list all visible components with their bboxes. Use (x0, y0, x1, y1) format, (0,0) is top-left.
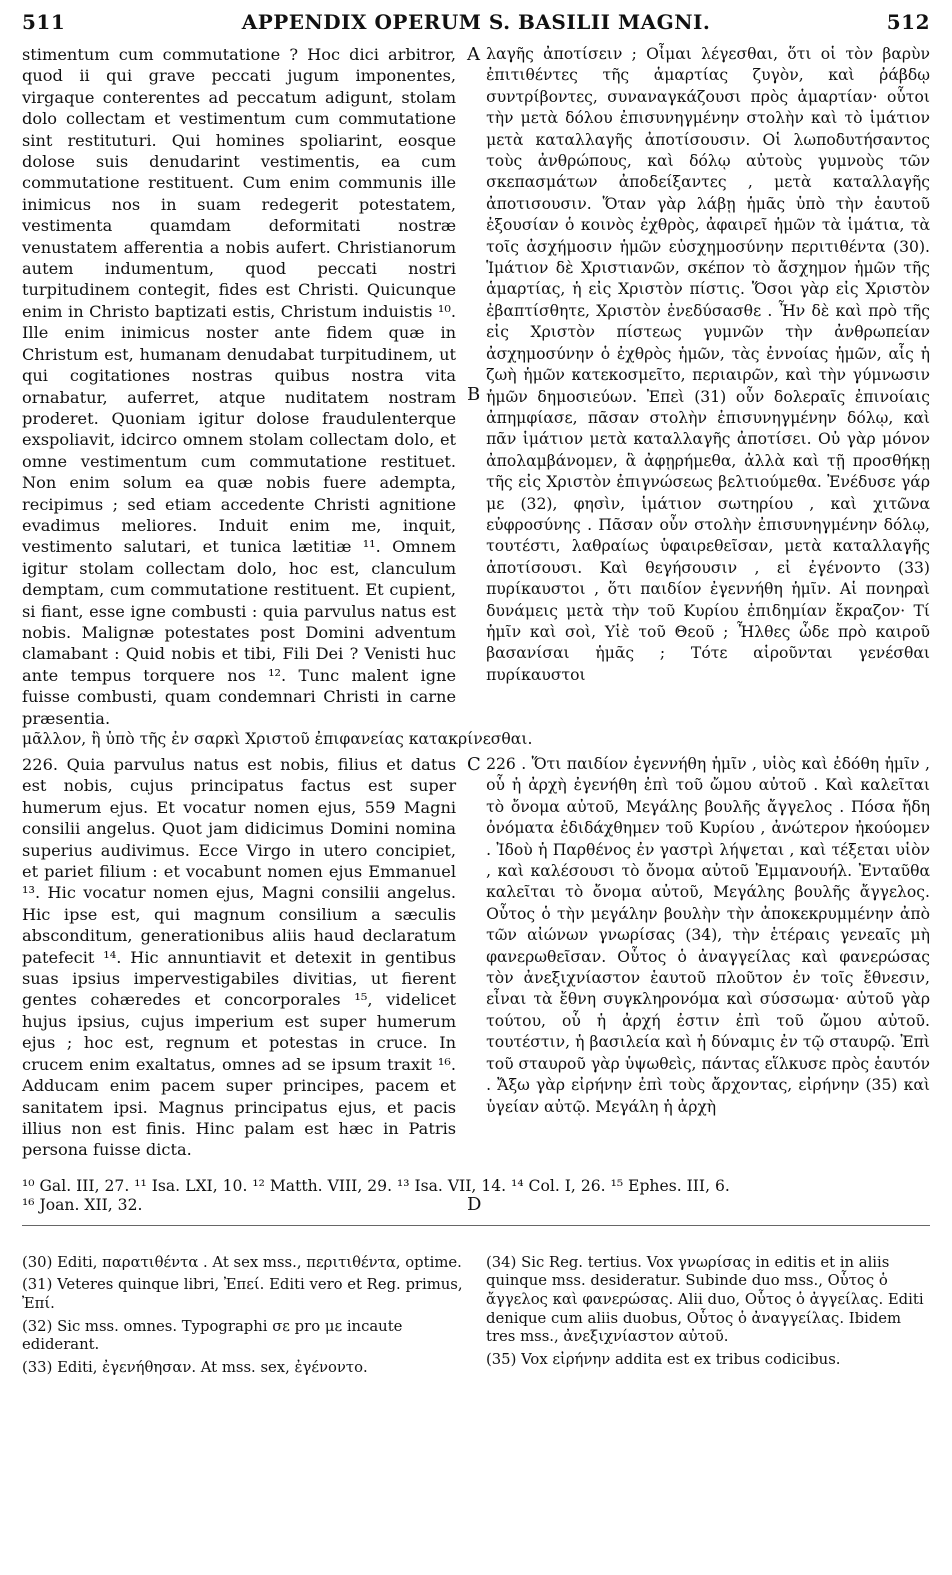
marker-b: B (467, 384, 481, 405)
greek-column-2 (466, 754, 930, 1161)
greek-paragraph-2: 226 . Ὅτι παιδίον ἐγεννήθη ἡμῖν , υἱὸς καὶ ἐδόθη ἡμῖν , οὗ ἡ ἀρχὴ ἐγενήθη ἐπὶ τοῦ ὤμου αὐτοῦ . Καὶ καλεῖται τὸ ὄνομα αὐτοῦ, Μεγάλης βουλῆς ἄγγελος . Πόσα ἤδη ὀνόματα ἐδιδάχθημεν τοῦ Κυρίου , ἀνώτερον ἠκούομεν . Ἰδοὺ ἡ Παρθένος ἐν γαστρὶ λήψεται , καὶ τέξεται υἱὸν , καὶ καλέσουσι τὸ ὄνομα αὐτοῦ Ἐμμανουήλ. Ἐνταῦθα καλεῖται τὸ ὄνομα αὐτοῦ, Μεγάλης βουλῆς ἄγγελος. Οὗτος ὁ τὴν μεγάλην βουλὴν τὴν ἀποκεκρυμμένην ἀπὸ τῶν αἰώνων γνωρίσας (34), τὴν ἑτέραις γενεαῖς μὴ φανερωθεῖσαν. Οὗτος ὁ ἀναγγείλας καὶ φανερώσας τὸν ἀνεξιχνίαστον ἑαυτοῦ πλοῦτον ἐν τοῖς ἔθνεσιν, εἶναι τὰ ἔθνη συγκληρονόμα καὶ σύσσωμα· αὐτοῦ γὰρ τούτου, οὗ ἡ ἀρχή ἐστιν ἐπὶ τοῦ ὤμου αὐτοῦ. τουτέστιν, ἡ βασιλεία καὶ ἡ δύναμις ἐν τῷ σταυρῷ. Ἐπὶ τοῦ σταυροῦ γὰρ ὑψωθεὶς, πάντας εἵλκυσε πρὸς ἑαυτόν . Ἄξω γὰρ εἰρήνην ἐπὶ τοὺς ἄρχοντας, εἰρήνην (35) καὶ ὑγείαν αὐτῷ. Μεγάλη ἡ ἀρχὴ (486, 755, 930, 1116)
greek-full-width-line: μᾶλλον, ἢ ὑπὸ τῆς ἐν σαρκὶ Χριστοῦ ἐπιφανείας κατακρίνεσθαι. (22, 730, 533, 748)
greek-column (466, 44, 930, 729)
running-title: APPENDIX OPERUM S. BASILII MAGNI. (241, 10, 711, 34)
note-32: (32) Sic mss. omnes. Typographi σε pro με incaute ediderant. (22, 1317, 403, 1354)
note-33: (33) Editi, ἐγενήθησαν. At mss. sex, ἐγένοντο. (22, 1358, 368, 1376)
marker-c: C (467, 754, 481, 775)
page-header (22, 10, 930, 44)
latin-paragraph-1: stimentum cum commutatione ? Hoc dici arbitror, quod ii qui grave peccati jugum imponentes, virgaque conterentes ad peccatum adigunt, stolam dolo collectam et vestimentum cum commutatione sint restituturi. Qui homines spoliarint, eosque dolose suis denudarint vestimentis, ea cum commutatione restituent. Cum enim communis ille inimicus nos in suam redegerit potestatem, vestimenta quamdam deformitati nostræ venustatem afferentia a nobis aufert. Christianorum autem indumentum, quod peccati nostri turpitudinem contegit, fides est Christi. Quicunque enim in Christo baptizati estis, Christum induistis ¹⁰. Ille enim inimicus noster ante fidem quæ in Christum est, humanam denudabat turpitudinem, ut qui cogitationes nostras quibus nostra vita ornabatur, auferret, atque nuditatem nostram proderet. Quoniam igitur dolose fraudulenterque exspoliavit, idcirco omnem stolam collectam dolo, et omne vestimentum cum commutatione restituet. Non enim solum ea quæ nobis fuere adempta, recipimus ; sed etiam accedente Christi agnitione evadimus meliores. Induit enim me, inquit, vestimento salutari, et tunica lætitiæ ¹¹. Omnem igitur stolam collectam dolo, hoc est, clanculum demptam, cum commutatione restituent. Et cupient, si fiant, esse igne combusti : quia parvulus natus est nobis. Malignæ potestates post Domini adventum clamabant : Quid nobis et tibi, Fili Dei ? Venisti huc ante tempus torquere nos ¹². Tunc malent igne fuisse combusti, quam condemnari Christi in carne præsentia. (22, 45, 457, 728)
latin-column (22, 44, 466, 729)
note-35: (35) Vox εἰρήνην addita est ex tribus codicibus. (486, 1350, 841, 1368)
latin-column-2 (22, 754, 466, 1161)
note-31: (31) Veteres quinque libri, Ἐπεί. Editi vero et Reg. primus, Ἐπί. (22, 1276, 463, 1312)
notes-column-left (22, 1254, 466, 1382)
note-34: (34) Sic Reg. tertius. Vox γνωρίσας in editis et in aliis quinque mss. desideratur. Subinde duo mss., Οὗτος ὁ ἄγγελος καὶ φανερώσας. Alii duo, Οὗτος ὁ ἀγγείλας. Editi denique cum aliis duobus, Οὗτος ὁ ἀναγγείλας. Ibidem tres mss., ἀνεξιχνίαστον αὐτοῦ. (486, 1253, 924, 1346)
references-line-1: ¹⁰ Gal. III, 27. ¹¹ Isa. LXI, 10. ¹² Matth. VIII, 29. ¹³ Isa. VII, 14. ¹⁴ Col. I, 26. ¹⁵ Ephes. III, 6. (22, 1176, 730, 1195)
notes-column-right (486, 1254, 930, 1382)
greek-paragraph-1: λαγῆς ἀποτίσειν ; Οἶμαι λέγεσθαι, ὅτι οἱ τὸν βαρὺν ἐπιτιθέντες τῆς ἁμαρτίας ζυγὸν, καὶ ῥάβδῳ συντρίβοντες, συναναγκάζουσι πρὸς ἁμαρτίαν· οὗτοι τὴν μετὰ δόλου ἐπισυνηγμένην στολὴν καὶ τὸ ἱμάτιον μετὰ καταλλαγῆς ἀποτίσουσιν. Οἱ λωποδυτήσαντος τοὺς ἀνθρώπους, καὶ δόλῳ αὐτοὺς γυμνοὺς τῶν σκεπασμάτων ἀποδείξαντες , μετὰ καταλλαγῆς ἀποτισουσιν. Ὅταν γὰρ λάβῃ ἡμᾶς ὑπὸ τὴν ἑαυτοῦ ἐξουσίαν ὁ κοινὸς ἐχθρὸς, ἀφαιρεῖ ἡμῶν τὰ ἱμάτια, τὰ τοῖς ἀσχήμοσιν ἡμῶν εὐσχημοσύνην περιτιθέντα (30). Ἱμάτιον δὲ Χριστιανῶν, σκέπον τὸ ἄσχημον ἡμῶν τῆς ἁμαρτίας, ἡ εἰς Χριστὸν πίστις. Ὅσοι γὰρ εἰς Χριστὸν ἐβαπτίσθητε, Χριστὸν ἐνεδύσασθε . Ἦν δὲ καὶ πρὸ τῆς εἰς Χριστὸν πίστεως γυμνῶν τὴν ἀνθρωπείαν ἀσχημοσύνην ὁ ἐχθρὸς ἡμῶν, τὰς ἐννοίας ἡμῶν, αἷς ἡ ζωὴ ἡμῶν κατεκοσμεῖτο, περιαιρῶν, καὶ τὴν γύμνωσιν ἡμῶν δημοσιεύων. Ἐπεὶ (31) οὖν δολεραῖς ἐπινοίαις ἀπημφίασε, πᾶσαν στολὴν ἐπισυνηγμένην δόλῳ, καὶ πᾶν ἱμάτιον μετὰ καταλλαγῆς ἀποτίσει. Οὐ γὰρ μόνον ἀπολαμβάνομεν, ἃ ἀφῃρήμεθα, ἀλλὰ καὶ τῇ προσθήκῃ τῆς εἰς Χριστὸν ἐπιγνώσεως βελτιούμεθα. Ἐνέδυσε γάρ με (32), φησὶν, ἱμάτιον σωτηρίου , καὶ χιτῶνα εὐφροσύνης . Πᾶσαν οὖν στολὴν ἐπισυνηγμένην δόλῳ, τουτέστι, λαθραίως ὑφαιρεθεῖσαν, μετὰ καταλλαγῆς ἀποτίσουσι. Καὶ θεγήσουσιν , εἰ ἐγένοντο (33) πυρίκαυστοι , ὅτι παιδίον ἐγεννήθη ἡμῖν. Αἱ πονηραὶ δυνάμεις μετὰ τὴν τοῦ Κυρίου ἐπιδημίαν ἔκραζον· Τί ἡμῖν καὶ σοὶ, Υἱὲ τοῦ Θεοῦ ; Ἦλθες ὧδε πρὸ καιροῦ βασανίσαι ἡμᾶς ; Τότε αἱροῦνται γενέσθαι πυρίκαυστοι (486, 45, 930, 684)
page-number-left: 511 (22, 10, 66, 34)
latin-paragraph-2: 226. Quia parvulus natus est nobis, filius et datus est nobis, cujus principatus factus est super humerum ejus. Et vocatur nomen ejus, 559 Magni consilii angelus. Quot jam didicimus Domini nomina superius audivimus. Ecce Virgo in utero concipiet, et pariet filium : et vocabunt nomen ejus Emmanuel ¹³. Hic vocatur nomen ejus, Magni consilii angelus. Hic ipse est, qui magnum consilium a sæculis absconditum, generationibus aliis haud declaratum patefecit ¹⁴. Hic annuntiavit et detexit in gentibus suas ipsius impervestigabiles divitias, ut fierent gentes cohæredes et concorporales ¹⁵, videlicet hujus ipsius, cujus imperium est super humerum ejus ; hoc est, regnum et potestas in cruce. In crucem enim exaltatus, omnes ad se ipsum traxit ¹⁶. Adducam enim pacem super principes, pacem et sanitatem ipsi. Magnus principatus ejus, et pacis illius non est finis. Hinc palam est hæc in Patris persona fuisse dicta. (22, 755, 457, 1160)
marker-a: A (467, 44, 480, 65)
columns-upper (22, 44, 930, 729)
references-line-2: ¹⁶ Joan. XII, 32. (22, 1195, 143, 1214)
page-number-right: 512 (886, 10, 930, 34)
critical-notes (22, 1254, 930, 1382)
note-30: (30) Editi, παρατιθέντα . At sex mss., περιτιθέντα, optime. (22, 1253, 462, 1271)
marker-d: D (467, 1194, 482, 1215)
